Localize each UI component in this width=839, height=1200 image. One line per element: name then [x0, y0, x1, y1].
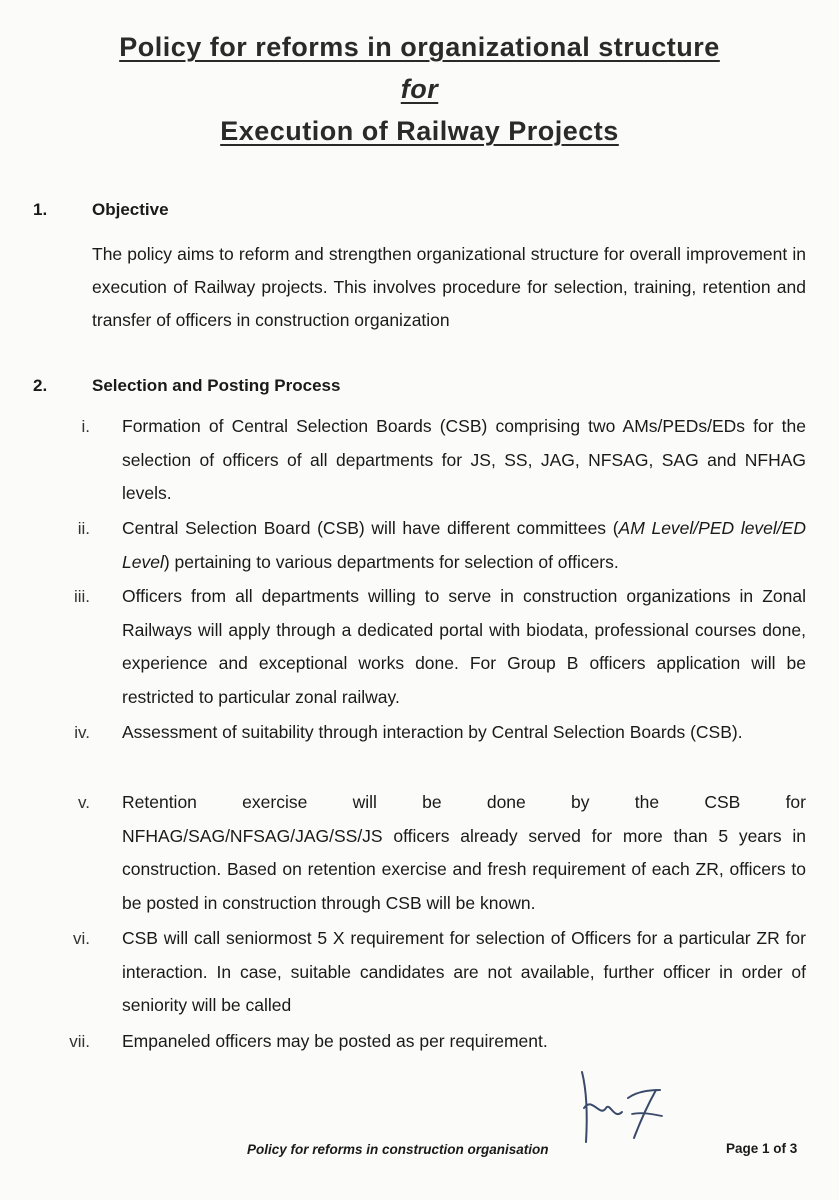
item-number: iii.: [73, 587, 90, 606]
item-number: ii.: [77, 519, 90, 538]
page-number: Page 1 of 3: [726, 1141, 798, 1156]
item-text-part: Central Selection Board (CSB) will have different committees (: [122, 518, 619, 538]
section-1-heading: Objective: [92, 200, 169, 219]
signature-initials: [570, 1068, 680, 1148]
item-number: vi.: [73, 929, 90, 948]
section-1-body: The policy aims to reform and strengthen organizational structure for overall improvement in execution of Railway projects. This involves procedure for selection, training, retention and transfer of officers in construction organization: [92, 244, 806, 330]
section-2-heading: Selection and Posting Process: [92, 376, 341, 395]
item-text: Officers from all departments willing to serve in construction organizations in Zonal Railways will apply through a dedicated portal with biodata, professional courses done, experience and exceptional works done. For Group B officers application will be restricted to particular zonal railway.: [122, 586, 806, 707]
item-number: vii.: [69, 1032, 90, 1051]
item-text: Empaneled officers may be posted as per requirement.: [122, 1031, 548, 1051]
footer-title: Policy for reforms in construction organisation: [247, 1142, 549, 1157]
item-number: i.: [81, 417, 90, 436]
item-text: Assessment of suitability through interaction by Central Selection Boards (CSB).: [122, 722, 743, 742]
item-text-line: Retention exercise will be done by the CSB for: [122, 792, 806, 812]
title-line-1: Policy for reforms in organizational structure: [119, 32, 720, 62]
title-line-2: for: [400, 74, 439, 104]
item-text-part: ) pertaining to various departments for selection of officers.: [163, 551, 619, 572]
item-text: [122, 786, 806, 920]
item-number: iv.: [74, 723, 90, 742]
item-text-rest: NFHAG/SAG/NFSAG/JAG/SS/JS officers already served for more than 5 years in construction. Based on retention exercise and fresh requirement of each ZR, officers to be posted in construction through CSB will be known.: [122, 825, 806, 913]
section-1-number: 1.: [33, 200, 48, 219]
item-text: CSB will call seniormost 5 X requirement for selection of Officers for a particular ZR for interaction. In case, suitable candidates are not available, further officer in order of seniority will be called: [122, 928, 806, 1015]
item-text: Formation of Central Selection Boards (CSB) comprising two AMs/PEDs/EDs for the selection of officers of all departments for JS, SS, JAG, NFSAG, SAG and NFHAG levels.: [122, 416, 806, 503]
title-line-3: Execution of Railway Projects: [220, 116, 619, 146]
item-text: [122, 512, 806, 579]
section-2-number: 2.: [33, 376, 48, 395]
item-text-emphasis: AM Level/PED level/ED Level: [122, 518, 806, 572]
item-number: v.: [78, 793, 90, 812]
